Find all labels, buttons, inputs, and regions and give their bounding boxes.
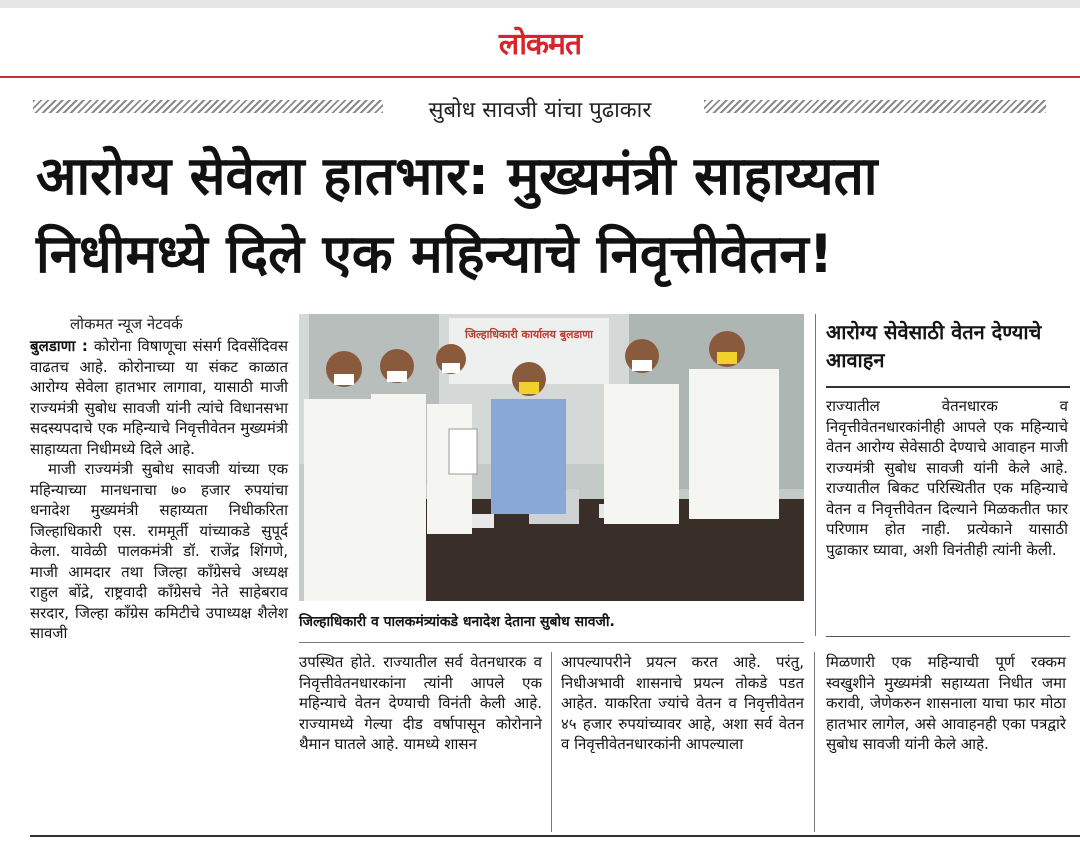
article-photo xyxy=(299,314,804,601)
kicker-hatch-right xyxy=(704,100,1046,113)
col1-paragraph-2: माजी राज्यमंत्री सुबोध सावजी यांच्या एक महिन्याच्या मानधनाचा ७० हजार रुपयांचा धनादेश मुख्यमंत्री सहाय्यता निधीकरिता जिल्हाधिकारी एस. राममूर्ती यांच्याकडे सुपूर्द केला. यावेळी पालकमंत्री डॉ. राजेंद्र शिंगणे, माजी आमदार तथा जिल्हा काँग्रेसचे अध्यक्ष राहुल बोंद्रे, राष्ट्रवादी काँग्रेसचे नेते साहेबराव सरदार, जिल्हा काँग्रेस कमिटीचे उपाध्यक्ष शैलेश सावजी xyxy=(30,460,288,642)
newspaper-logo: लोकमत xyxy=(498,27,582,62)
kicker-hatch-left xyxy=(33,100,383,113)
article-column-3 xyxy=(561,652,804,755)
article-kicker: सुबोध सावजी यांचा पुढाकार xyxy=(428,98,652,123)
article-headline: आरोग्य सेवेला हातभार: मुख्यमंत्री साहाय्यता निधीमध्ये दिले एक महिन्याचे निवृत्तीवेतन! xyxy=(36,146,878,285)
byline: लोकमत न्यूज नेटवर्क xyxy=(70,315,183,333)
caption-divider xyxy=(299,642,804,643)
col1-paragraph-1: कोरोना विषाणूचा संसर्ग दिवसेंदिवस वाढतच आहे. कोरोनाच्या या संकट काळात आरोग्य सेवेला हातभार लागावा, यासाठी माजी राज्यमंत्री सुबोध सावजी यांनी त्यांचे विधानसभा सदस्यपदाचे एक महिन्याचे निवृत्तीवेतन मुख्यमंत्री साहाय्यता निधीमध्ये दिले आहे. xyxy=(30,337,288,458)
article-column-4 xyxy=(826,652,1066,755)
photo-caption: जिल्हाधिकारी व पालकमंत्र्यांकडे धनादेश देताना सुबोध सावजी. xyxy=(299,614,615,630)
col3-paragraph: आपल्यापरीने प्रयत्न करत आहे. परंतु, निधीअभावी शासनाचे प्रयत्न तोकडे पडत आहेत. याकरिता ज्यांचे वेतन व निवृत्तीवेतन ४५ हजार रुपयांच्यावर आहे, अशा सर्व वेतन व निवृत्तीवेतनधारकांनी आपल्याला xyxy=(561,653,804,753)
article-column-2 xyxy=(299,652,542,755)
sidebar-heading: आरोग्य सेवेसाठी वेतन देण्याचे आवाहन xyxy=(826,320,1042,372)
masthead-rule xyxy=(0,76,1080,78)
photo-banner-text: जिल्हाधिकारी कार्यालय बुलडाणा xyxy=(465,328,593,341)
col4-paragraph: मिळणारी एक महिन्याची पूर्ण रक्कम स्वखुशीने मुख्यमंत्री सहाय्यता निधीत जमा करावी, जेणेकरुन शासनाला याचा फार मोठा हातभार लागेल, असे आवाहनही एका पत्रद्वारे सुबोध सावजी यांनी केले आहे. xyxy=(826,653,1066,753)
column-divider-2-3 xyxy=(551,652,552,832)
column-divider-3-4 xyxy=(814,652,815,832)
sidebar-heading-rule xyxy=(826,386,1070,388)
sidebar-bottom-rule xyxy=(826,636,1070,637)
top-band xyxy=(0,0,1080,8)
col2-paragraph: उपस्थित होते. राज्यातील सर्व वेतनधारक व निवृत्तीवेतनधारकांना त्यांनी आपले एक महिन्याचे वेतन देण्याची विनंती केली आहे. राज्यामध्ये गेल्या दीड वर्षापासून कोरोनाने थैमान घातले आहे. यामध्ये शासन xyxy=(299,653,542,753)
photo-illustration xyxy=(299,314,804,601)
sidebar-divider xyxy=(815,314,816,636)
dateline: बुलडाणा : xyxy=(30,337,88,355)
sidebar-body xyxy=(826,396,1068,560)
page-bottom-rule xyxy=(30,835,1080,837)
sidebar-paragraph: राज्यातील वेतनधारक व निवृत्तीवेतनधारकांनीही आपले एक महिन्याचे वेतन आरोग्य सेवेसाठी देण्याचे आवाहन माजी राज्यमंत्री सुबोध सावजी यांनी केले आहे. राज्यातील बिकट परिस्थितीत एक महिन्याचे वेतन व निवृत्तीवेतन दिल्याने मिळकतीत फार परिणाम होत नाही. प्रत्येकाने यासाठी पुढाकार घ्यावा, अशी विनंतीही त्यांनी केली. xyxy=(826,397,1068,559)
article-column-1 xyxy=(30,336,288,644)
